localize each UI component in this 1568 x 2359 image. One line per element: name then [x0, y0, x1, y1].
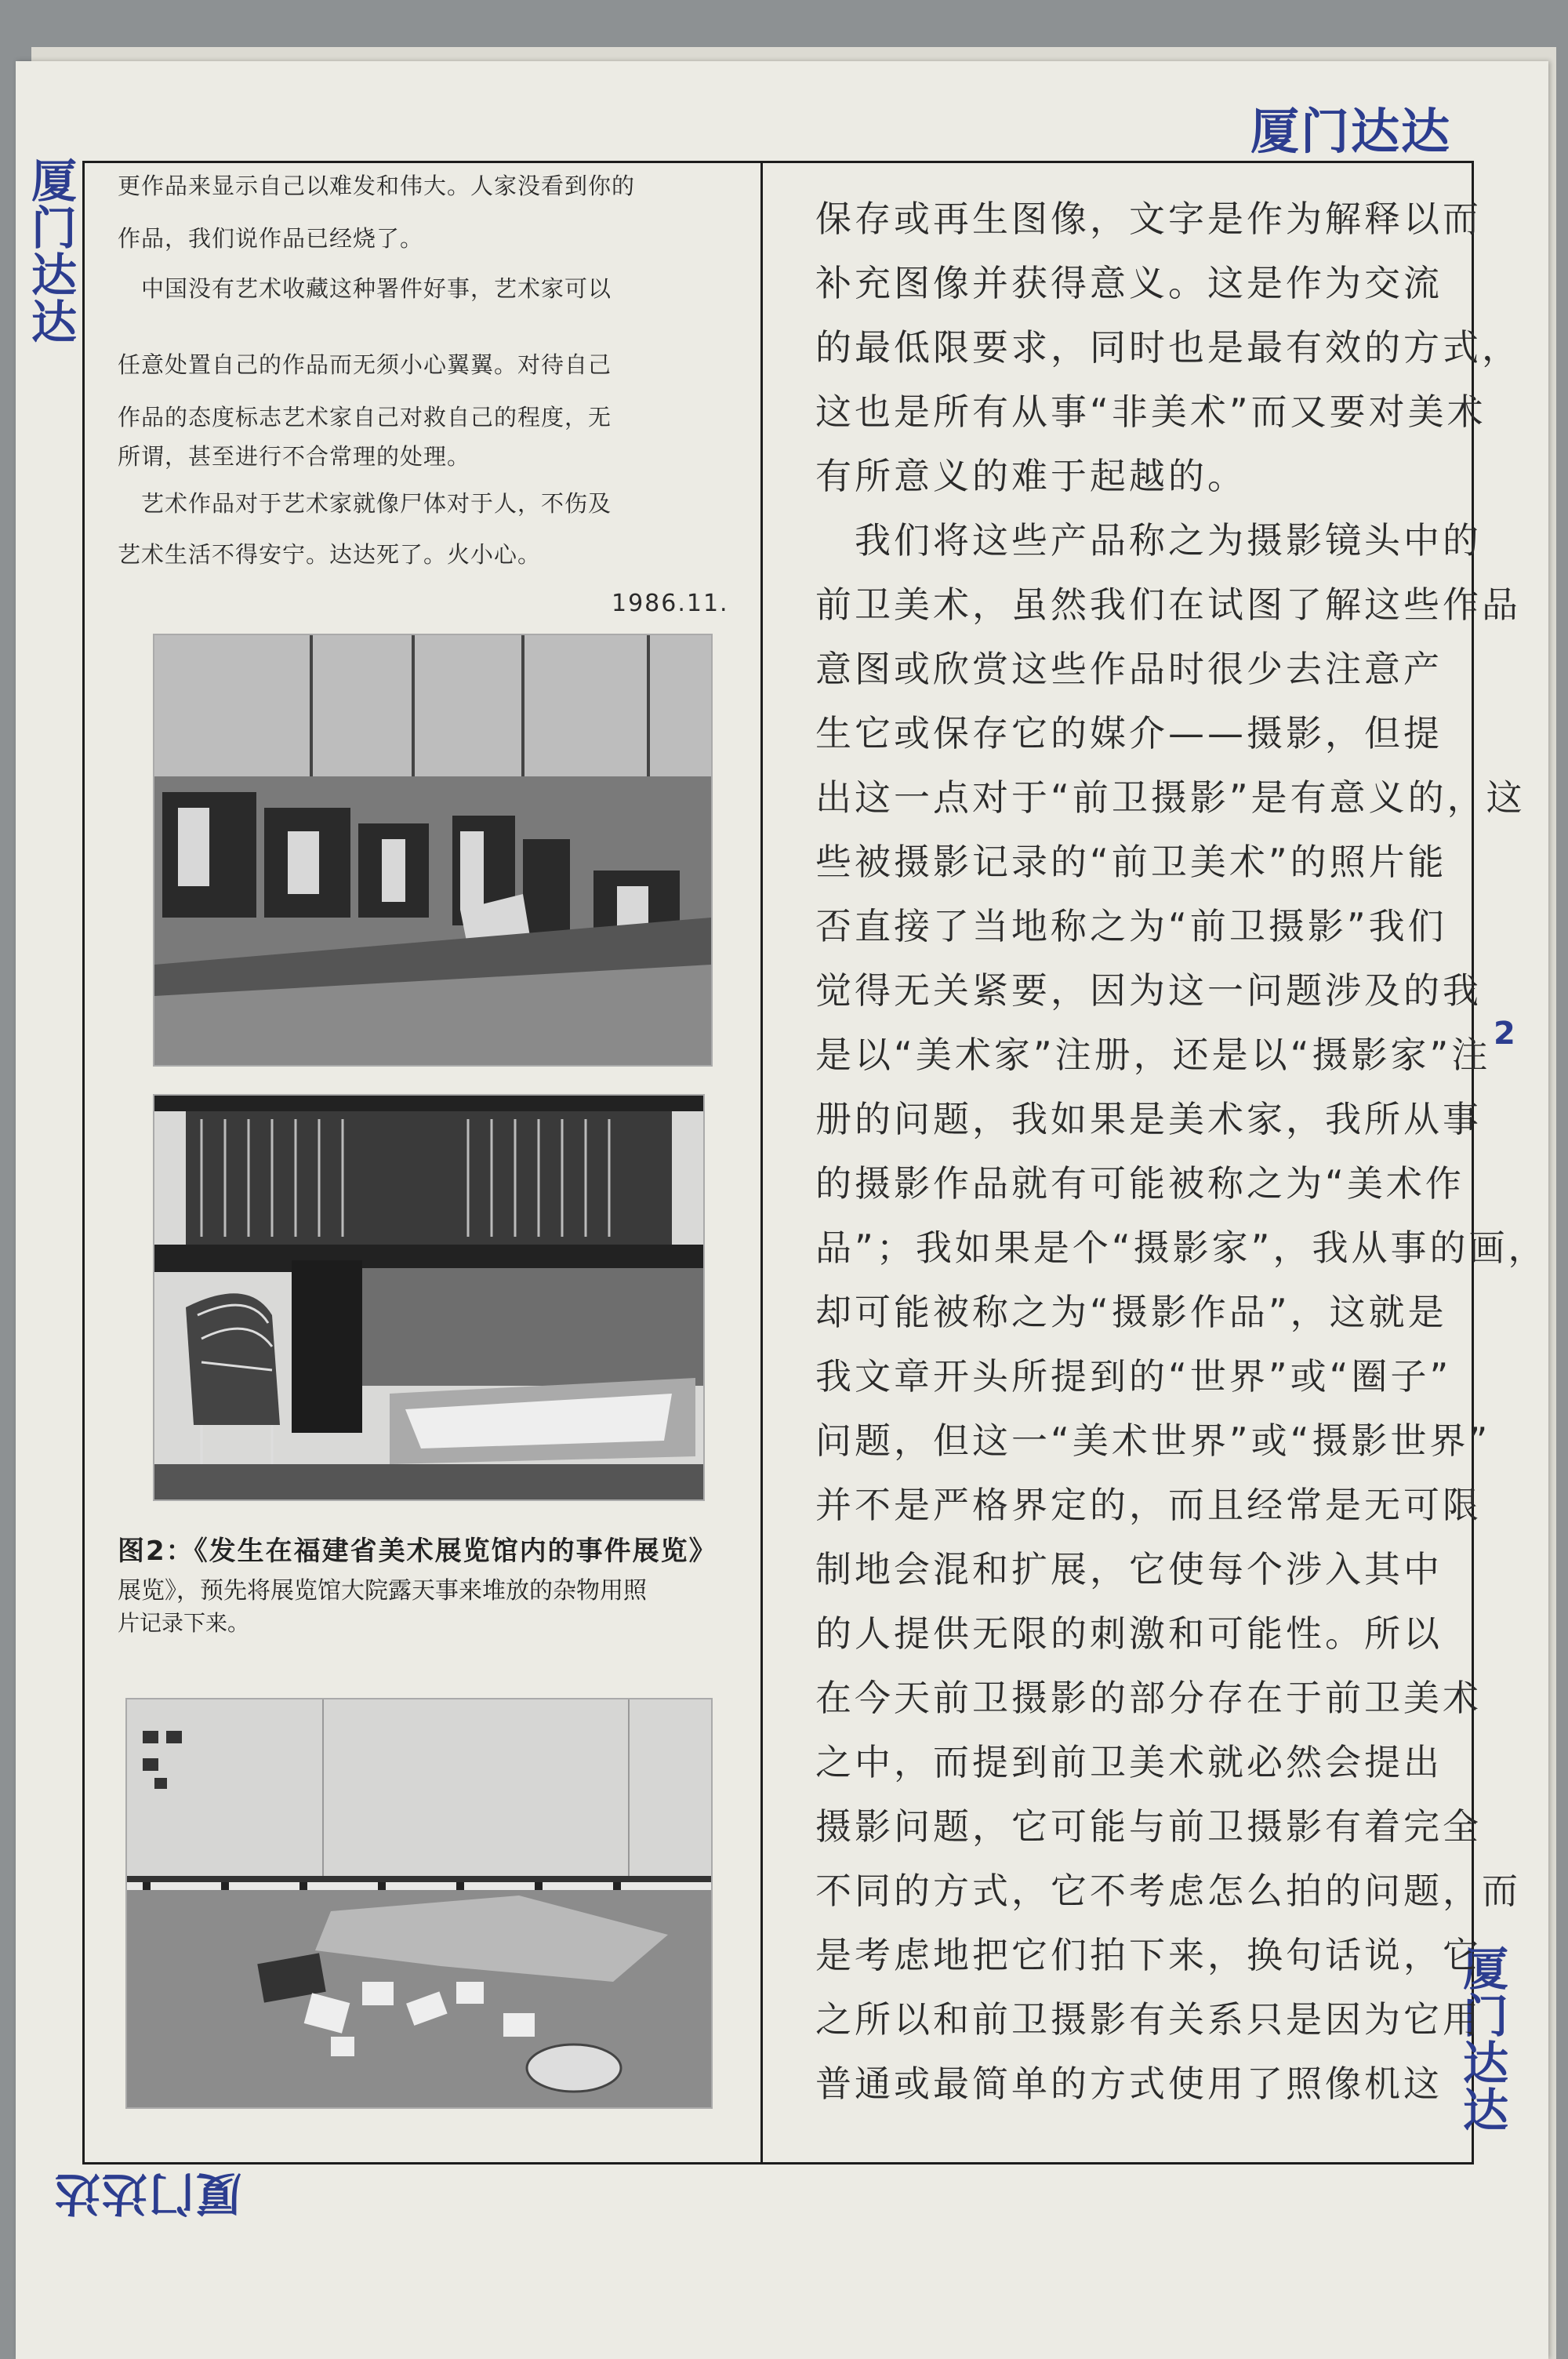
right-text-line: 我们将这些产品称之为摄影镜头中的 — [815, 519, 1482, 562]
left-text-line: 艺术生活不得安宁。达达死了。火小心。 — [118, 541, 542, 568]
stamp-bottom: 厦门达达 — [53, 2167, 242, 2220]
right-text-line: 些被摄影记录的“前卫美术”的照片能 — [815, 841, 1447, 883]
right-text-line: 制地会混和扩展，它使每个涉入其中 — [815, 1548, 1443, 1590]
left-text-line: 中国没有艺术收藏这种署件好事，艺术家可以 — [118, 275, 612, 302]
left-text-line: 所谓，甚至进行不合常理的处理。 — [118, 443, 471, 470]
date: 1986.11. — [612, 590, 729, 617]
right-text-line: 问题，但这一“美术世界”或“摄影世界” — [815, 1419, 1491, 1462]
right-text-line: 我文章开头所提到的“世界”或“圈子” — [815, 1355, 1452, 1398]
right-text-line: 之所以和前卫摄影有关系只是因为它用 — [815, 1998, 1482, 2041]
right-text-line: 这也是所有从事“非美术”而又要对美术 — [815, 391, 1486, 433]
right-text-line: 前卫美术，虽然我们在试图了解这些作品 — [815, 583, 1521, 626]
right-text-line: 生它或保存它的媒介——摄影，但提 — [815, 712, 1443, 754]
left-text-line: 作品的态度标志艺术家自己对救自己的程度，无 — [118, 404, 612, 431]
stamp-right: 厦门达达 — [1455, 1945, 1508, 2133]
left-text-line: 作品，我们说作品已经烧了。 — [118, 225, 424, 252]
right-text-line: 之中，而提到前卫美术就必然会提出 — [815, 1741, 1443, 1783]
right-text-line: 觉得无关紧要，因为这一问题涉及的我 — [815, 969, 1482, 1012]
right-text-line: 是以“美术家”注册，还是以“摄影家”注 — [815, 1034, 1491, 1076]
left-text-line: 艺术作品对于艺术家就像尸体对于人，不伤及 — [118, 490, 612, 517]
right-text-line: 有所意义的难于起越的。 — [815, 455, 1247, 497]
caption-line: 片记录下来。 — [118, 1610, 250, 1636]
right-text-line: 的最低限要求，同时也是最有效的方式， — [815, 326, 1521, 369]
right-text-line: 是考虑地把它们拍下来，换句话说，它 — [815, 1934, 1482, 1976]
caption-line: 展览》，预先将展览馆大院露天事来堆放的杂物用照 — [118, 1577, 647, 1605]
photo-chair-room — [153, 1094, 705, 1501]
right-text-line: 补充图像并获得意义。这是作为交流 — [815, 262, 1443, 304]
right-text-line: 意图或欣赏这些作品时很少去注意产 — [815, 648, 1443, 690]
right-text-line: 品”；我如果是个“摄影家”，我从事的画， — [815, 1227, 1548, 1269]
right-text-line: 的摄影作品就有可能被称之为“美术作 — [815, 1162, 1465, 1205]
photo-gallery-floor — [125, 1698, 713, 2109]
right-text-line: 否直接了当地称之为“前卫摄影”我们 — [815, 905, 1447, 947]
left-text-line: 更作品来显示自己以难发和伟大。人家没看到你的 — [118, 173, 636, 199]
right-text-line: 出这一点对于“前卫摄影”是有意义的，这 — [815, 776, 1526, 819]
photo-rubble-pile — [153, 634, 713, 1067]
page-number: 2 — [1494, 1016, 1515, 1052]
stamp-top: 厦门达达 — [1250, 103, 1452, 160]
right-text-line: 在今天前卫摄影的部分存在于前卫美术 — [815, 1677, 1482, 1719]
right-text-line: 摄影问题，它可能与前卫摄影有着完全 — [815, 1805, 1482, 1848]
stamp-left: 厦门达达 — [24, 157, 77, 345]
right-text-line: 不同的方式，它不考虑怎么拍的问题，而 — [815, 1870, 1521, 1912]
left-text-line: 任意处置自己的作品而无须小心翼翼。对待自己 — [118, 351, 612, 378]
column-divider — [760, 161, 763, 2165]
right-text-line: 的人提供无限的刺激和可能性。所以 — [815, 1612, 1443, 1655]
right-text-line: 保存或再生图像，文字是作为解释以而 — [815, 198, 1482, 240]
right-text-line: 并不是严格界定的，而且经常是无可限 — [815, 1484, 1482, 1526]
right-text-line: 却可能被称之为“摄影作品”，这就是 — [815, 1291, 1447, 1333]
caption-title: 图2：《发生在福建省美术展览馆内的事件展览》 — [118, 1536, 717, 1567]
right-text-line: 册的问题，我如果是美术家，我所从事 — [815, 1098, 1482, 1140]
right-text-line: 普通或最简单的方式使用了照像机这 — [815, 2063, 1443, 2105]
